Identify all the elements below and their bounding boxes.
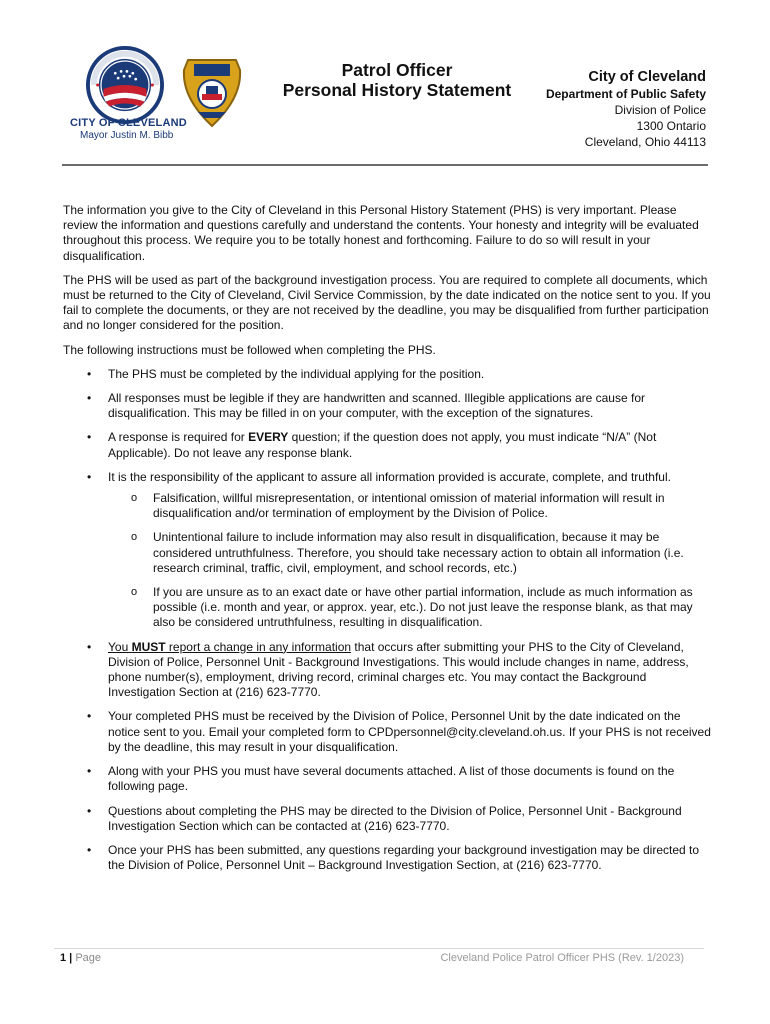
emphasis-must: MUST: [131, 639, 166, 654]
list-item: [63, 430, 711, 460]
police-badge-logo: [180, 54, 244, 130]
mayor-name: Mayor Justin M. Bibb: [80, 130, 174, 141]
contact-city: City of Cleveland: [588, 69, 706, 85]
list-item: • The PHS must be completed by the individual applying for the position.: [63, 367, 711, 382]
contact-division: Division of Police: [614, 103, 706, 117]
contact-department: Department of Public Safety: [545, 87, 706, 101]
list-item-text: It is the responsibility of the applicant to assure all information provided is accurate, complete, and truthful.: [108, 469, 671, 484]
list-item-text: that occurs after submitting your PHS to the City of Cleveland, Division of Police, Personnel Unit - Background Investigations. This would include changes in name, address, phone number(s), employment, driving record, criminal charges etc. You may contact the Background Investigation Section at (216) 623-7770.: [108, 639, 689, 700]
document-title: [282, 60, 512, 100]
sub-list: [108, 491, 711, 631]
underlined-you: You: [108, 639, 132, 654]
title-line-1: Patrol Officer: [341, 60, 453, 80]
sub-list-item: o If you are unsure as to an exact date or have other partial information, include as much information as possible (i.e. month and year, or approx. year, etc.). Do not just leave the response blank, as that may also be considered untruthfulness, resulting in disqualification.: [108, 585, 711, 631]
instruction-list: [63, 367, 711, 873]
list-item: • Along with your PHS you must have several documents attached. A list of those documents is found on the following page.: [63, 764, 711, 794]
title-line-2: Personal History Statement: [282, 80, 512, 100]
process-paragraph: The PHS will be used as part of the background investigation process. You are required to complete all documents, which must be returned to the City of Cleveland, Civil Service Commission, by the date indicated on the notice sent to you. If you fail to complete the documents, or they are not received by the deadline, you may be disqualified from further participation and no longer considered for the position.: [63, 272, 711, 333]
city-name-wordmark: CITY OF CLEVELAND: [70, 117, 187, 129]
footer-revision: Cleveland Police Patrol Officer PHS (Rev. 1/2023): [440, 952, 684, 964]
page-separator: |: [66, 952, 76, 964]
list-item: • Questions about completing the PHS may be directed to the Division of Police, Personnel Unit - Background Investigation Section which can be contacted at (216) 623-7770.: [63, 804, 711, 834]
emphasis-every: EVERY: [248, 430, 289, 445]
city-seal-logo: [86, 46, 164, 124]
list-item-text: question; if the question does not apply, you must indicate “N/A” (Not Applicable). Do not leave any response blank.: [108, 430, 657, 460]
document-body: [63, 203, 711, 882]
list-item: [63, 640, 711, 701]
instructions-heading: The following instructions must be followed when completing the PHS.: [63, 342, 436, 357]
contact-city-state: Cleveland, Ohio 44113: [584, 135, 706, 149]
footer-divider: [54, 948, 704, 949]
list-item: [63, 470, 711, 631]
page-number: [60, 952, 101, 964]
intro-paragraph: The information you give to the City of Cleveland in this Personal History Statement (PHS) is very important. Please review the information and questions carefully and understand the contents. Your honesty and integrity will be evaluated throughout this process. We require you to be totally honest and forthcoming. Failure to do so will result in your disqualification.: [63, 203, 699, 263]
contact-block: [546, 68, 706, 150]
list-item: • Your completed PHS must be received by the Division of Police, Personnel Unit by the date indicated on the notice sent to you. Email your completed form to CPDpersonnel@city.cleveland.oh.us. If your PHS is not received by the deadline, this may result in your disqualification.: [63, 709, 711, 755]
page-label: Page: [75, 952, 102, 964]
contact-street: 1300 Ontario: [636, 119, 706, 133]
sub-list-item: o Unintentional failure to include information may also result in disqualification, because it may be considered untruthfulness. Therefore, you should take necessary action to obtain all information (i.e. research criminal, traffic, civil, employment, and school records, etc.): [108, 530, 711, 576]
list-item: • Once your PHS has been submitted, any questions regarding your background investigation may be directed to the Division of Police, Personnel Unit – Background Investigation Section, at (216) 623-7770.: [63, 843, 711, 873]
page-number-value: 1: [60, 952, 67, 964]
list-item-text: A response is required for: [108, 430, 249, 445]
header-divider: [62, 164, 708, 166]
list-item: • All responses must be legible if they are handwritten and scanned. Illegible applications are cause for disqualification. This may be filled in on your computer, with the exception of the signatures.: [63, 391, 711, 421]
underlined-report-change: report a change in any information: [165, 639, 352, 654]
sub-list-item: o Falsification, willful misrepresentation, or intentional omission of material information will result in disqualification and/or termination of employment by the Division of Police.: [108, 491, 711, 521]
